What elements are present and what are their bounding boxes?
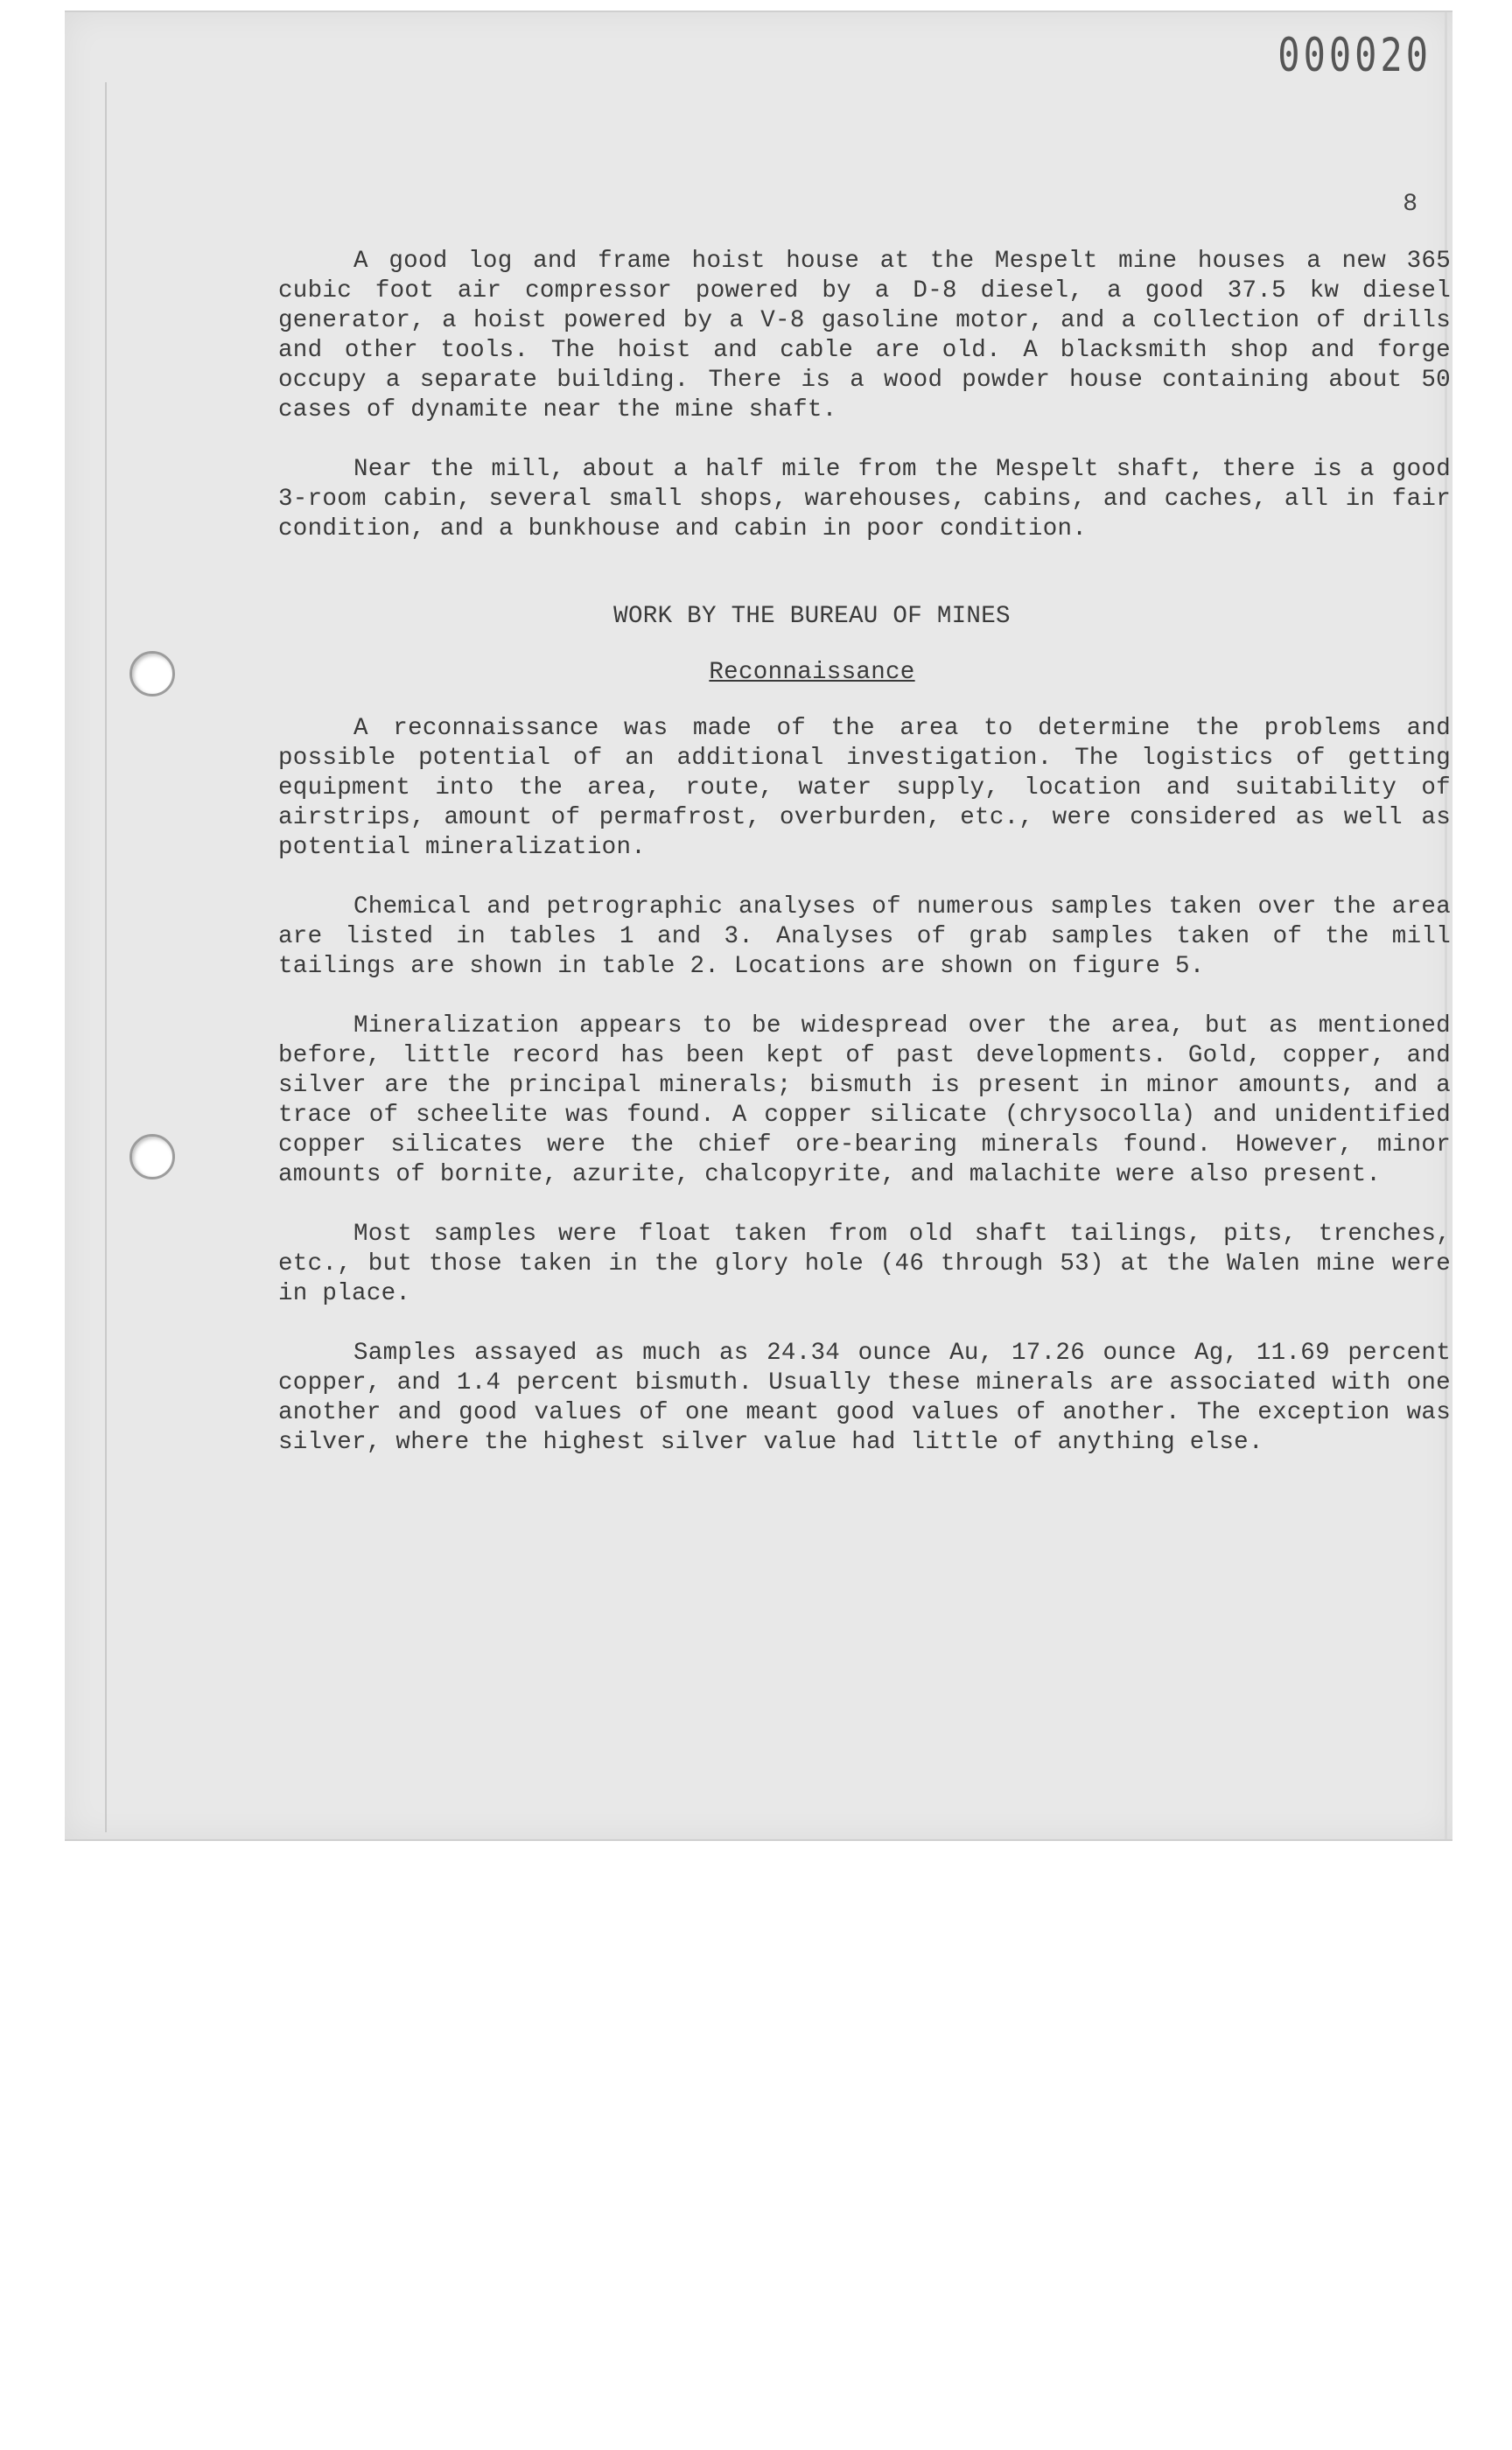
paragraph: Samples assayed as much as 24.34 ounce Au, 17.26 ounce Ag, 11.69 percent copper, and 1.4 percent bismuth. Usually these minerals are associated with one another and good values of one meant good values of another. The exception was silver, where the highest silver value had little of anything else.: [278, 1340, 1451, 1456]
paragraph: A reconnaissance was made of the area to determine the problems and possible potential of an additional investigation. The logistics of getting equipment into the area, route, water supply, location and suitability of airstrips, amount of permafrost, overburden, etc., were considered as well as potential mineralization.: [278, 715, 1451, 861]
section-heading: WORK BY THE BUREAU OF MINES: [613, 603, 1011, 630]
section-subheading: Reconnaissance: [709, 659, 915, 686]
paragraph: Mineralization appears to be widespread over the area, but as mentioned before, little record has been kept of past developments. Gold, copper, and silver are the principal minerals; bismuth is present in minor amounts, and a trace of scheelite was found. A copper silicate (chrysocolla) and unidentified copper silicates were the chief ore-bearing minerals found. However, minor amounts of bornite, azurite, chalcopyrite, and malachite were also present.: [278, 1012, 1451, 1188]
paragraph: Most samples were float taken from old shaft tailings, pits, trenches, etc., but those taken in the glory hole (46 through 53) at the Walen mine were in place.: [278, 1221, 1451, 1307]
punch-hole-icon: [130, 651, 175, 696]
page-margin-line: [105, 82, 107, 1832]
document-number: 000020: [1278, 28, 1432, 82]
punch-hole-icon: [130, 1134, 175, 1180]
paragraph: A good log and frame hoist house at the Mespelt mine houses a new 365 cubic foot air compressor powered by a D-8 diesel, a good 37.5 kw diesel generator, a hoist powered by a V-8 gasoline motor, and a collection of drills and other tools. The hoist and cable are old. A blacksmith shop and forge occupy a separate building. There is a wood powder house containing about 50 cases of dynamite near the mine shaft.: [278, 248, 1451, 424]
paragraph: Chemical and petrographic analyses of numerous samples taken over the area are listed in tables 1 and 3. Analyses of grab samples taken of the mill tailings are shown in table 2. Locations are shown on figure 5.: [278, 893, 1451, 980]
paragraph: Near the mill, about a half mile from the Mespelt shaft, there is a good 3-room cabin, several small shops, warehouses, cabins, and caches, all in fair condition, and a bunkhouse and cabin in poor condition.: [278, 456, 1451, 542]
document-body: [278, 247, 1451, 1488]
page-number: 8: [1403, 191, 1418, 218]
document-page: [65, 10, 1452, 1841]
